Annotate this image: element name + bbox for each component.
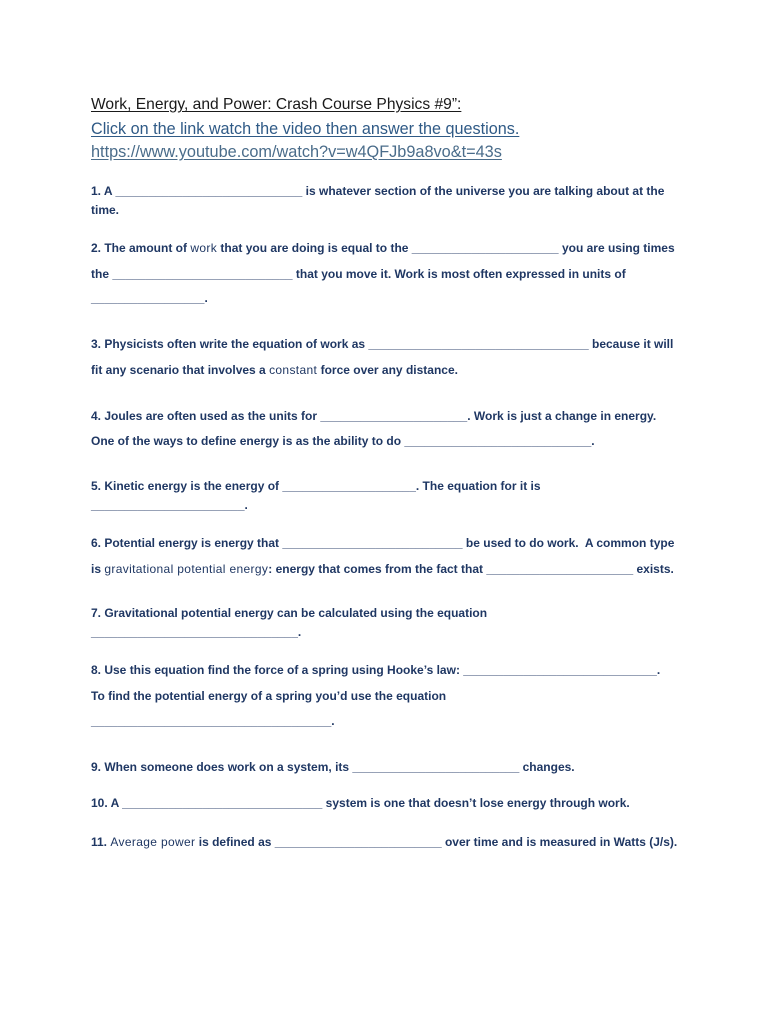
- question-line: [91, 497, 248, 513]
- answer-blank: _________________________: [274, 835, 442, 849]
- question-text: .: [591, 434, 595, 448]
- question-line: [91, 183, 664, 199]
- question-text: is: [91, 562, 105, 576]
- question-line: [91, 834, 677, 850]
- answer-blank: ______________________________: [122, 796, 323, 810]
- answer-blank: ___________________________: [112, 267, 293, 281]
- question-line: [91, 202, 119, 218]
- question-text: 9. When someone does work on a system, its: [91, 760, 353, 774]
- question-text: .: [297, 625, 302, 639]
- question-text: . The equation for it is: [415, 479, 541, 493]
- key-term: work: [190, 241, 218, 255]
- video-link[interactable]: https://www.youtube.com/watch?v=w4QFJb9a8vo&t=43s: [91, 143, 502, 161]
- question-line: [91, 240, 675, 256]
- answer-blank: _________________________: [352, 760, 520, 774]
- answer-blank: _________________________________: [368, 337, 589, 351]
- question-text: 11.: [91, 835, 111, 849]
- question-line: [91, 433, 595, 449]
- question-text: exists.: [633, 562, 674, 576]
- question-text: changes.: [519, 760, 575, 774]
- question-line: [91, 662, 660, 678]
- answer-blank: ______________________: [320, 409, 468, 423]
- question-text: 6. Potential energy is energy that: [91, 536, 283, 550]
- question-text: 7. Gravitational potential energy can be calculated using the equation: [91, 606, 488, 620]
- question-text: .: [656, 663, 661, 677]
- question-text: 10. A: [91, 796, 123, 810]
- answer-blank: ___________________________: [282, 536, 463, 550]
- question-text: because it will: [588, 337, 674, 351]
- question-text: fit any scenario that involves a: [91, 363, 270, 377]
- answer-blank: ______________________: [411, 241, 559, 255]
- question-text: that you move it. Work is most often expressed in units of: [292, 267, 626, 281]
- question-line: [91, 561, 674, 577]
- question-text: : energy that comes from the fact that: [268, 562, 487, 576]
- question-text: you are using times: [558, 241, 675, 255]
- question-text: 3. Physicists often write the equation of work as: [91, 337, 369, 351]
- question-text: . Work is just a change in energy.: [467, 409, 657, 423]
- question-line: [91, 795, 630, 811]
- question-text: time.: [91, 203, 120, 217]
- answer-blank: _______________________: [91, 498, 245, 512]
- question-line: [91, 688, 446, 704]
- answer-blank: _______________________________: [91, 625, 298, 639]
- question-text: force over any distance.: [317, 363, 458, 377]
- question-text: 8. Use this equation find the force of a spring using Hooke’s law:: [91, 663, 464, 677]
- question-line: [91, 362, 458, 378]
- answer-blank: ____________________________________: [91, 714, 332, 728]
- question-text: .: [204, 291, 208, 305]
- key-term: gravitational potential energy: [104, 562, 269, 576]
- question-text: 1. A: [91, 184, 116, 198]
- question-text: One of the ways to define energy is as the ability to do: [91, 434, 405, 448]
- question-line: [91, 624, 301, 640]
- key-term: constant: [269, 363, 318, 377]
- question-text: .: [244, 498, 248, 512]
- key-term: Average power: [110, 835, 196, 849]
- answer-blank: _________________: [91, 291, 205, 305]
- question-line: [91, 290, 208, 306]
- worksheet-title: Work, Energy, and Power: Crash Course Physics #9”:: [91, 96, 462, 113]
- answer-blank: ____________________________: [115, 184, 303, 198]
- question-line: [91, 408, 656, 424]
- question-text: To find the potential energy of a spring you’d use the equation: [91, 689, 447, 703]
- question-text: over time and is measured in Watts (J/s).: [441, 835, 678, 849]
- question-text: system is one that doesn’t lose energy through work.: [322, 796, 630, 810]
- answer-blank: ______________________: [486, 562, 634, 576]
- question-line: [91, 266, 626, 282]
- question-text: 2. The amount of: [91, 241, 191, 255]
- question-text: is defined as: [195, 835, 275, 849]
- question-line: [91, 605, 487, 621]
- question-text: .: [331, 714, 335, 728]
- answer-blank: ____________________________: [404, 434, 592, 448]
- instructions-text: Click on the link watch the video then answer the questions.: [91, 120, 520, 138]
- question-line: [91, 713, 335, 729]
- question-text: is whatever section of the universe you are talking about at the: [302, 184, 665, 198]
- answer-blank: _____________________________: [463, 663, 657, 677]
- question-text: be used to do work. A common type: [462, 536, 675, 550]
- question-line: [91, 759, 575, 775]
- answer-blank: ____________________: [282, 479, 416, 493]
- question-line: [91, 336, 673, 352]
- question-text: that you are doing is equal to the: [217, 241, 412, 255]
- question-text: the: [91, 267, 113, 281]
- question-text: 4. Joules are often used as the units for: [91, 409, 321, 423]
- question-text: 5. Kinetic energy is the energy of: [91, 479, 283, 493]
- question-line: [91, 478, 541, 494]
- question-line: [91, 535, 674, 551]
